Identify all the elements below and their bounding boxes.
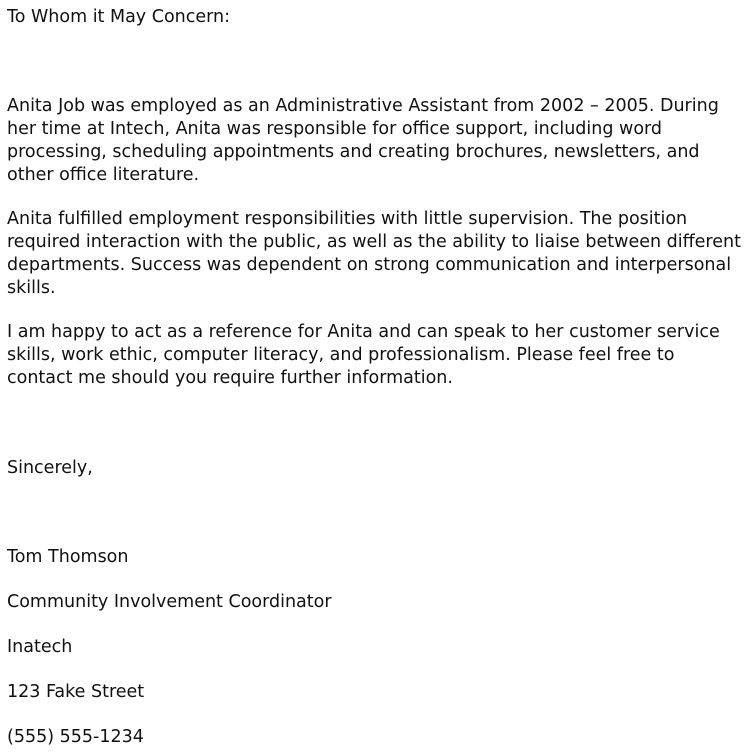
- signature-company: Inatech: [7, 637, 73, 657]
- signature-phone: (555) 555-1234: [7, 727, 144, 747]
- closing: Sincerely,: [7, 458, 93, 478]
- signature-street: 123 Fake Street: [7, 682, 145, 702]
- signature-name: Tom Thomson: [7, 547, 129, 567]
- signature-title: Community Involvement Coordinator: [7, 592, 332, 612]
- salutation: To Whom it May Concern:: [7, 7, 231, 27]
- body-paragraph-2: Anita fulfilled employment responsibilities with little supervision. The position required interaction with the public, as well as the ability to liaise between different departments. Success was dependent on strong communication and interpersonal skills.: [7, 209, 747, 298]
- body-paragraph-1: Anita Job was employed as an Administrative Assistant from 2002 – 2005. During her time at Intech, Anita was responsible for office support, including word processing, scheduling appointments and creating brochures, newsletters, and other office literature.: [7, 96, 725, 185]
- body-paragraph-3: I am happy to act as a reference for Anita and can speak to her customer service skills, work ethic, computer literacy, and professionalism. Please feel free to contact me should you require further information.: [7, 322, 726, 388]
